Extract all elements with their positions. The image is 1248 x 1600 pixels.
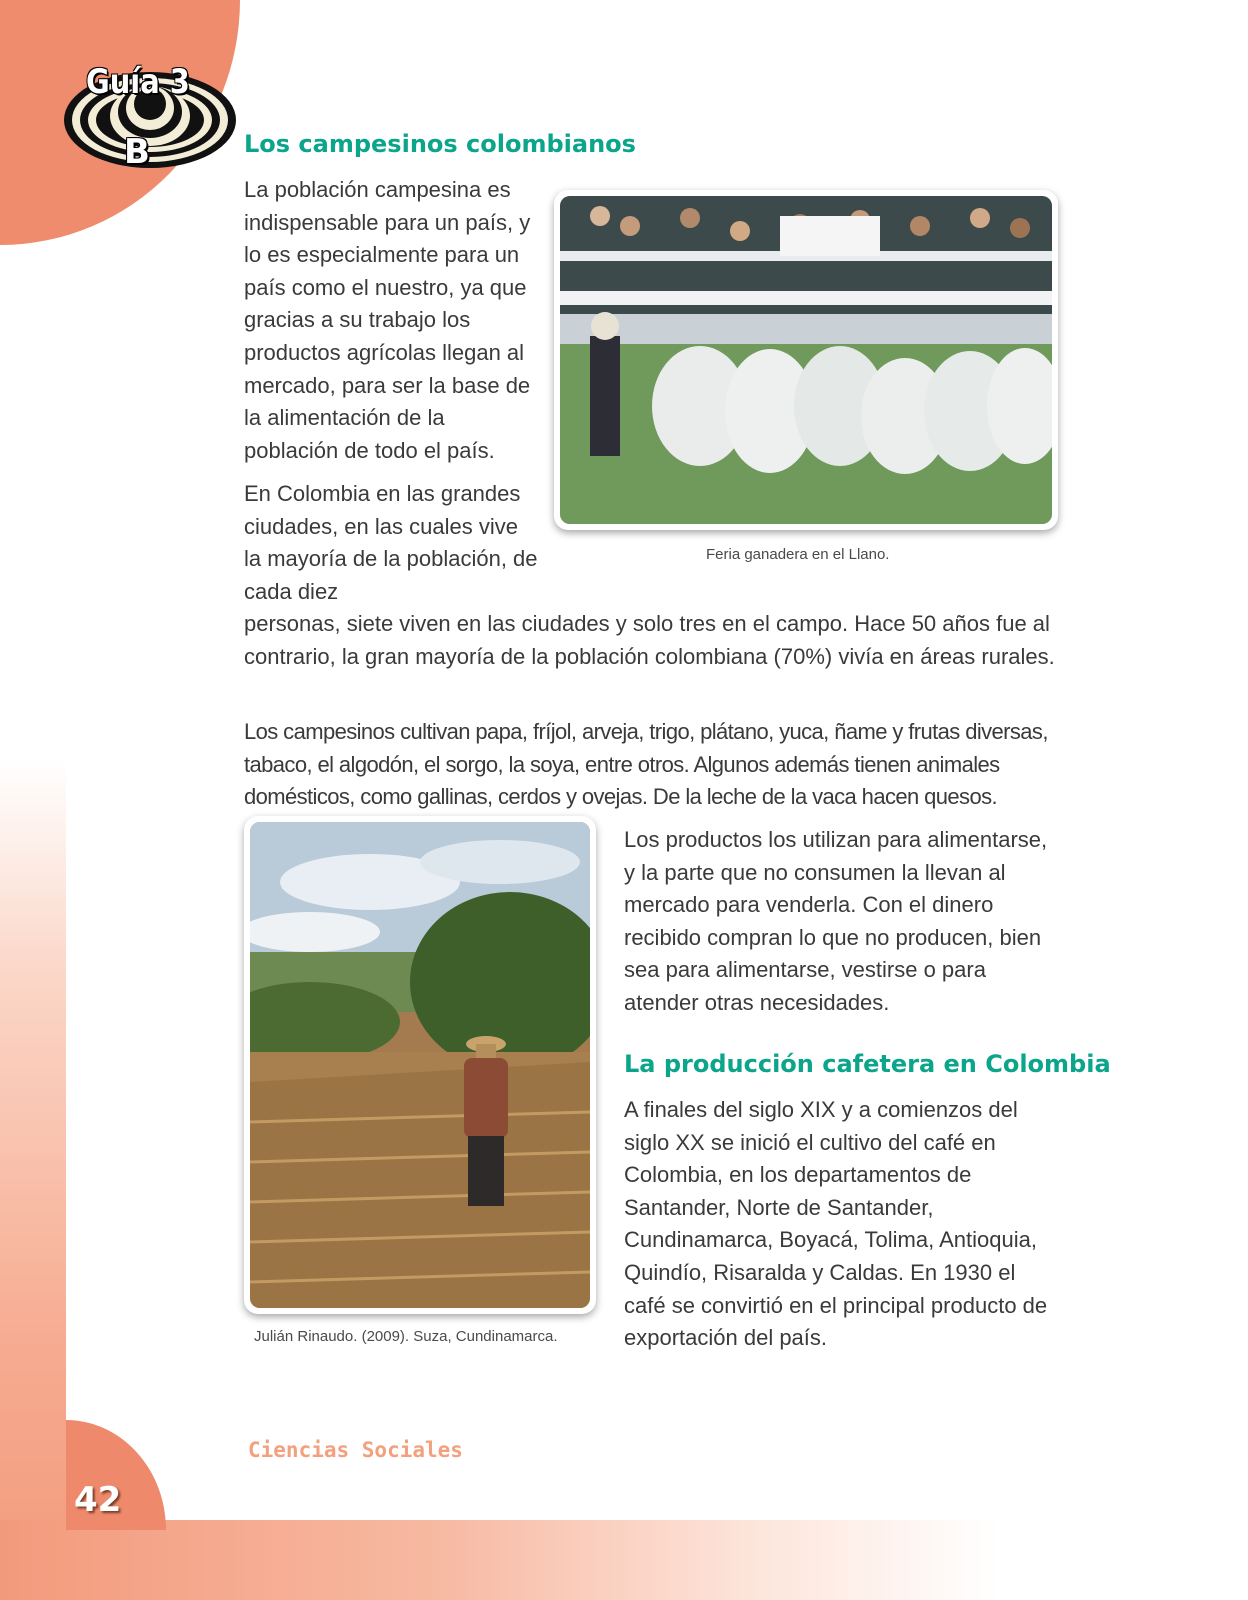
paragraph-campesinos-intro: La población campesina es indispensable para un país, y lo es especialmente para un país como el nuestro, ya que gracias a su trabajo los productos agrícolas llegan al mercado, para ser la base de la alimentación de la población de todo el país.	[244, 177, 531, 463]
paragraph-coffee-history: A finales del siglo XIX y a comienzos del siglo XX se inició el cultivo del café en Colombia, en los departamentos de Santander, Norte de Santander, Cundinamarca, Boyacá, Tolima, Antioquia, Quindío, Risaralda y Caldas. En 1930 el café se convirtió en el principal producto de exportación del país.	[624, 1097, 1048, 1351]
section-title-campesinos: Los campesinos colombianos	[244, 130, 636, 158]
bottom-decoration-strip	[0, 1520, 1248, 1600]
paragraph-products-use: Los productos los utilizan para alimentarse, y la parte que no consumen la llevan al mercado para venderla. Con el dinero recibido compran lo que no producen, bien sea para alimentarse, vestirse o para atender otras necesidades.	[624, 827, 1048, 1015]
photo-farmer-field	[244, 816, 596, 1314]
caption-farmer-field: Julián Rinaudo. (2009). Suza, Cundinamarca.	[254, 1328, 558, 1345]
photo-cattle-fair	[554, 190, 1058, 530]
paragraph-population-wide: personas, siete viven en las ciudades y solo tres en el campo. Hace 50 años fue al contrario, la gran mayoría de la población colombiana (70%) vivía en áreas rurales.	[244, 611, 1055, 669]
paragraph-population-narrow: En Colombia en las grandes ciudades, en las cuales vive la mayoría de la población, de cada diez	[244, 481, 538, 604]
farmer-field-image	[250, 822, 590, 1308]
guide-letter: B	[124, 132, 150, 172]
page-number: 42	[74, 1480, 122, 1520]
footer-subject: Ciencias Sociales	[248, 1438, 463, 1462]
guide-label: Guía 3	[86, 62, 190, 102]
cattle-fair-image	[560, 196, 1052, 524]
paragraph-crops: Los campesinos cultivan papa, fríjol, arveja, trigo, plátano, yuca, ñame y frutas diversas, tabaco, el algodón, el sorgo, la soya, entre otros. Algunos además tienen animales domésticos, como gallinas, cerdos y ovejas. De la leche de la vaca hacen quesos.	[244, 719, 1048, 810]
section-title-coffee: La producción cafetera en Colombia	[624, 1050, 1111, 1078]
caption-cattle-fair: Feria ganadera en el Llano.	[706, 546, 890, 563]
side-decoration-strip	[0, 760, 66, 1600]
